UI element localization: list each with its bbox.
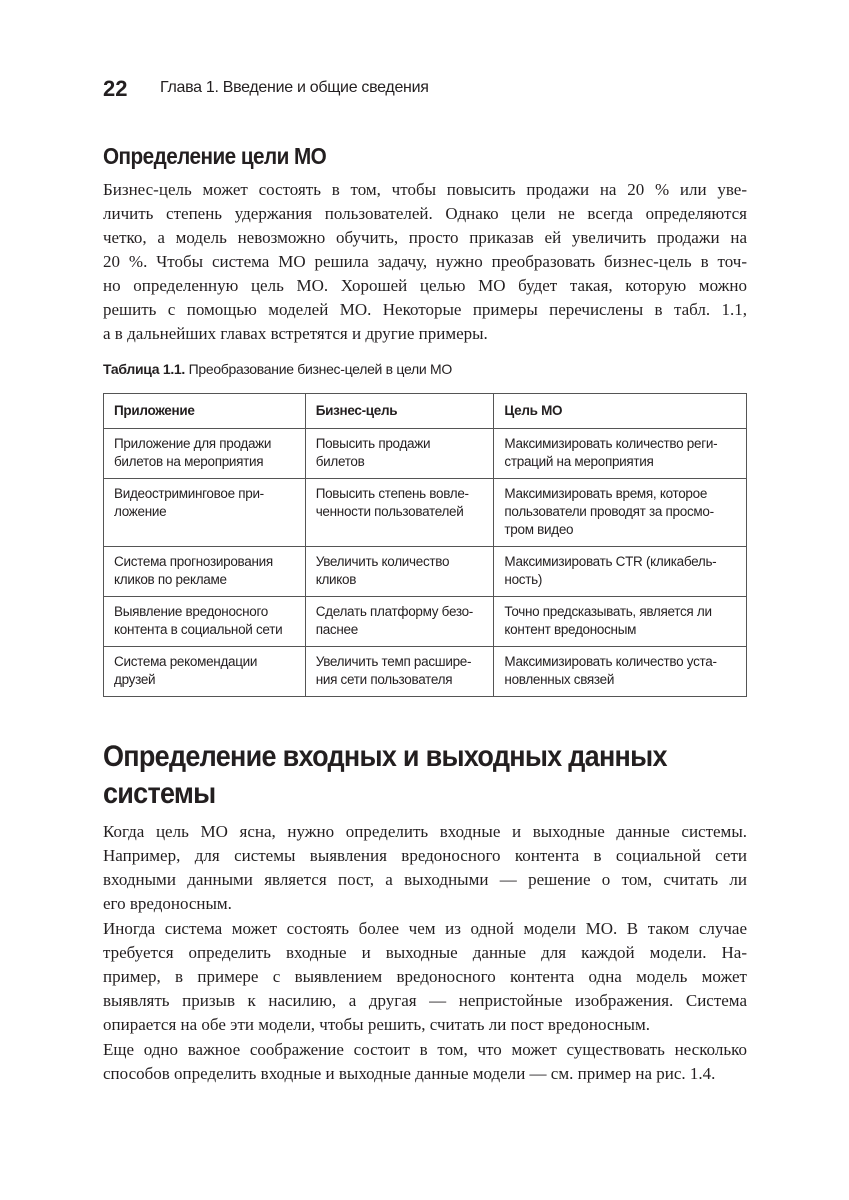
cell-line: тром видео [504,522,574,537]
cell-line: Максимизировать время, которое [504,486,708,501]
text-line: Бизнес-цель может состоять в том, чтобы повысить продажи на 20 % или уве- [103,180,747,199]
cell-line: Максимизировать CTR (кликабель- [504,554,717,569]
table-cell [104,479,306,547]
cell-line: Увеличить количество [315,554,450,569]
table-row [104,547,747,597]
cell-line: ность) [504,572,543,587]
column-header: Бизнес-цель [305,394,494,429]
text-line: но определенную цель МО. Хорошей целью МО будет такая, которую можно [103,276,747,295]
cell-line: страций на мероприятия [504,454,654,469]
cell-line: билетов на мероприятия [114,454,264,469]
cell-line: билетов [315,454,365,469]
text-line: а в дальнейших главах встретятся и другие примеры. [103,324,488,343]
text-line: его вредоносным. [103,894,232,913]
table-cell [305,479,494,547]
text-line: 20 %. Чтобы система МО решила задачу, нужно преобразовать бизнес-цель в точ- [103,252,747,271]
cell-line: ложение [114,504,167,519]
table-cell [305,429,494,479]
running-header: Глава 1. Введение и общие сведения [160,79,429,96]
table-cell [305,547,494,597]
page-number: 22 [103,76,128,101]
text-line: пример, в примере с выявлением вредоносного контента одна модель может [103,967,747,986]
section-heading-io [103,738,667,812]
cell-line: Повысить продажи [315,436,431,451]
cell-line: ния сети пользователя [315,672,453,687]
table-caption-label: Таблица 1.1. [103,361,185,377]
column-header: Приложение [104,394,306,429]
column-header: Цель МО [494,394,747,429]
table-cell [104,429,306,479]
text-line: входными данными является пост, а выходными — решение о том, считать ли [103,870,747,889]
cell-line: кликов [315,572,357,587]
table-cell [494,429,747,479]
cell-line: Система рекомендации [114,654,258,669]
table-cell [305,647,494,697]
paragraph [103,917,747,1037]
cell-line: Точно предсказывать, является ли [504,604,712,619]
cell-line: Сделать платформу безо- [315,604,474,619]
table-cell [305,597,494,647]
text-line: Еще одно важное соображение состоит в том, что может существовать несколько [103,1040,747,1059]
table-caption-text: Преобразование бизнес-целей в цели МО [185,361,452,377]
table-row [104,429,747,479]
table-row [104,647,747,697]
text-line: выявлять призыв к насилию, а другая — непристойные изображения. Система [103,991,747,1010]
text-line: решить с помощью моделей МО. Некоторые примеры перечислены в табл. 1.1, [103,300,747,319]
cell-line: Приложение для продажи [114,436,272,451]
cell-line: Увеличить темп расшире- [315,654,472,669]
paragraph [103,820,747,916]
table-caption [103,361,452,377]
cell-line: пользователи проводят за просмо- [504,504,714,519]
table-cell [494,647,747,697]
cell-line: новленных связей [504,672,615,687]
table-cell [494,597,747,647]
cell-line: Выявление вредоносного [114,604,269,619]
table-row [104,597,747,647]
cell-line: Максимизировать количество реги- [504,436,718,451]
cell-line: Повысить степень вовле- [315,486,469,501]
goals-table [103,393,747,697]
section-heading-ml-goal: Определение цели МО [103,143,327,169]
paragraph [103,178,747,346]
cell-line: ченности пользователей [315,504,464,519]
cell-line: Система прогнозирования [114,554,273,569]
table-cell [494,547,747,597]
heading-line: системы [103,777,216,810]
text-line: требуется определить входные и выходные данные для каждой модели. На- [103,943,747,962]
table-cell [494,479,747,547]
text-line: опирается на обе эти модели, чтобы решить, считать ли пост вредоносным. [103,1015,650,1034]
cell-line: паснее [315,622,358,637]
table-row [104,479,747,547]
text-line: Например, для системы выявления вредоносного контента в социальной сети [103,846,747,865]
paragraph [103,1038,747,1086]
cell-line: контент вредоносным [504,622,637,637]
heading-line: Определение входных и выходных данных [103,740,667,773]
cell-line: Максимизировать количество уста- [504,654,717,669]
text-line: личить степень удержания пользователей. Однако цели не всегда определяются [103,204,747,223]
cell-line: Видеостриминговое при- [114,486,264,501]
text-line: Когда цель МО ясна, нужно определить входные и выходные данные системы. [103,822,747,841]
cell-line: друзей [114,672,156,687]
text-line: четко, а модель невозможно обучить, просто приказав ей увеличить продажи на [103,228,747,247]
cell-line: контента в социальной сети [114,622,283,637]
table-cell [104,547,306,597]
table-cell [104,597,306,647]
cell-line: кликов по рекламе [114,572,227,587]
table-cell [104,647,306,697]
text-line: способов определить входные и выходные данные модели — см. пример на рис. 1.4. [103,1064,716,1083]
text-line: Иногда система может состоять более чем из одной модели МО. В таком случае [103,919,747,938]
